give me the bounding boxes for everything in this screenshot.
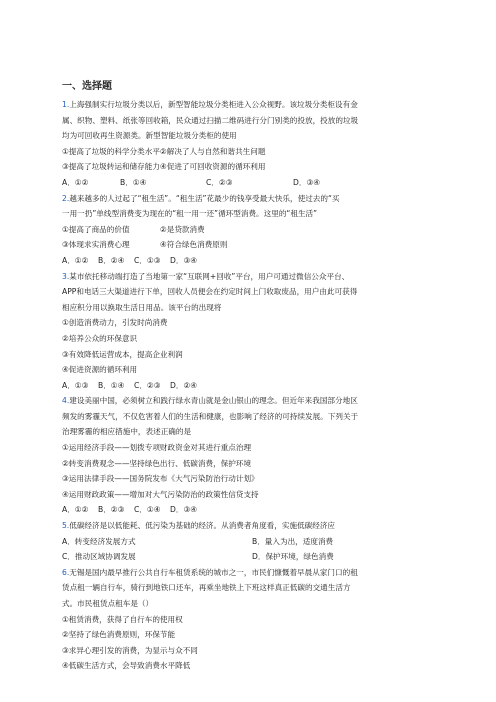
- option-d: D．②④: [170, 380, 198, 390]
- option-d: D．保护环境，绿色消费: [252, 552, 334, 562]
- option-d: D．③④: [170, 255, 198, 265]
- statement: ①提高了商品的价值 ②是贷款消费: [62, 224, 205, 234]
- statement: ④运用财政政策——增加对大气污染防治的政策性信贷支持: [62, 489, 259, 499]
- question-stem-line: [62, 393, 442, 409]
- option-c: C．②③: [206, 177, 233, 187]
- option-a: A．①②: [62, 255, 89, 265]
- stem-text: 某市依托移动端打造了当地第一家“互联网+回收”平台，用户可通过微信公众平台、: [69, 271, 350, 281]
- statement: ①提高了垃圾的科学分类水平②解决了人与自然和谐共生问题: [62, 146, 266, 156]
- question-stem-line: 均为可回收再生资源类。新型智能垃圾分类柜的使用: [62, 131, 237, 141]
- option-d: D．③④: [170, 505, 198, 515]
- question-3: [62, 269, 442, 394]
- statement: ①创造消费动力，引发时尚消费: [62, 318, 168, 328]
- question-stem-line: [62, 518, 442, 534]
- statement: ③体现求实消费心理 ④符合绿色消费原则: [62, 240, 228, 250]
- question-stem-line: 相应积分用以换取生活日用品。该平台的出现将: [62, 302, 222, 312]
- stem-text: 越来越多的人过起了“租生活”。“租生活”花最少的钱享受最大快乐，使过去的“买: [69, 193, 340, 203]
- answer-options: [62, 534, 442, 550]
- answer-options: [62, 253, 442, 269]
- question-stem-line: 一用一扔”单线型消费变为现在的“租一用一还”循环型消费。这里的“租生活”: [62, 209, 318, 219]
- option-c: C．①④: [134, 505, 161, 515]
- option-c: C．②③: [134, 380, 161, 390]
- answer-options: [62, 502, 442, 518]
- question-stem-line: [62, 269, 442, 285]
- question-stem-line: 赁点租一辆自行车，骑行到地铁口还车，再乘坐地铁上下班这样真正低碳的交通生活方: [62, 583, 351, 593]
- option-b: B．②④: [98, 255, 125, 265]
- question-2: [62, 191, 442, 269]
- option-b: B．①④: [98, 380, 125, 390]
- statement: ④低碳生活方式，会导致消费水平降低: [62, 661, 191, 671]
- question-6: [62, 565, 442, 674]
- statement: ③有效降低运营成本，提高企业利润: [62, 349, 183, 359]
- statement: ③求异心理引发的消费，为显示与众不同: [62, 645, 198, 655]
- option-a: A．转变经济发展方式: [62, 536, 136, 546]
- question-stem-line: 属、织物、塑料、纸张等回收箱，民众通过扫描二维码进行分门别类的投放，投放的垃圾: [62, 115, 359, 125]
- answer-options: [62, 175, 442, 191]
- option-a: A．①③: [62, 380, 89, 390]
- question-number: 5.: [62, 521, 70, 531]
- option-b: B．①④: [120, 177, 147, 187]
- question-number: 4.: [62, 396, 70, 406]
- question-number: 6.: [62, 567, 70, 577]
- answer-options: [62, 549, 442, 565]
- statement: ③运用法律手段——国务院发布《大气污染防治行动计划》: [62, 474, 259, 484]
- statement: ③提高了垃圾转运和储存能力④促进了可回收资源的循环利用: [62, 162, 266, 172]
- statement: ①租赁消费，获得了自行车的使用权: [62, 614, 183, 624]
- stem-text: 低碳经济是以低能耗、低污染为基础的经济。从消费者角度看，实施低碳经济应: [69, 521, 336, 531]
- option-d: D．③④: [293, 177, 321, 187]
- option-c: C．推动区域协调发展: [62, 552, 136, 562]
- statement: ①运用经济手段——划拨专项财政资金对其进行重点治理: [62, 443, 252, 453]
- option-b: B．量入为出，适度消费: [252, 536, 334, 546]
- question-4: [62, 393, 442, 518]
- question-stem-line: 式。市民租赁点租车是（）: [62, 599, 154, 608]
- option-c: C．①③: [134, 255, 161, 265]
- question-number: 2.: [62, 193, 70, 203]
- statement: ②坚持了绿色消费原则，环保节能: [62, 630, 176, 640]
- question-stem-line: [62, 97, 442, 113]
- question-5: [62, 518, 442, 565]
- statement: ②培养公众的环保意识: [62, 333, 138, 343]
- statement: ②转变消费观念——坚持绿色出行、低碳消费，保护环境: [62, 458, 252, 468]
- question-number: 3.: [62, 271, 70, 281]
- option-b: B．②③: [98, 505, 125, 515]
- stem-text: 建设美丽中国，必须树立和践行绿水青山就是金山银山的理念。但近年来我国部分地区: [69, 396, 358, 406]
- option-a: A．①②: [62, 177, 89, 187]
- question-stem-line: 治理雾霾的相应措施中，表述正确的是: [62, 427, 192, 437]
- question-stem-line: APP和电话三大渠道进行下单，回收人员便会在约定时间上门收取废品，用户由此可获得: [62, 287, 358, 297]
- question-stem-line: 频发的雾霾天气，不仅危害着人们的生活和健康，也影响了经济的可持续发展。下列关于: [62, 411, 359, 421]
- stem-text: 上海强制实行垃圾分类以后，新型智能垃圾分类柜进入公众视野。该垃圾分类柜设有金: [69, 100, 358, 109]
- question-1: [62, 97, 442, 191]
- question-stem-line: [62, 191, 442, 207]
- option-a: A．①②: [62, 505, 89, 515]
- statement: ④促进资源的循环利用: [62, 365, 138, 375]
- answer-options: [62, 378, 442, 394]
- question-stem-line: [62, 565, 442, 581]
- stem-text: 无锡是国内最早推行公共自行车租赁系统的城市之一，市民们慷慨着早晨从家门口的租: [69, 567, 358, 577]
- section-title: 一、选择题: [62, 81, 112, 92]
- exam-page: [62, 80, 442, 674]
- question-number: 1.: [62, 100, 70, 109]
